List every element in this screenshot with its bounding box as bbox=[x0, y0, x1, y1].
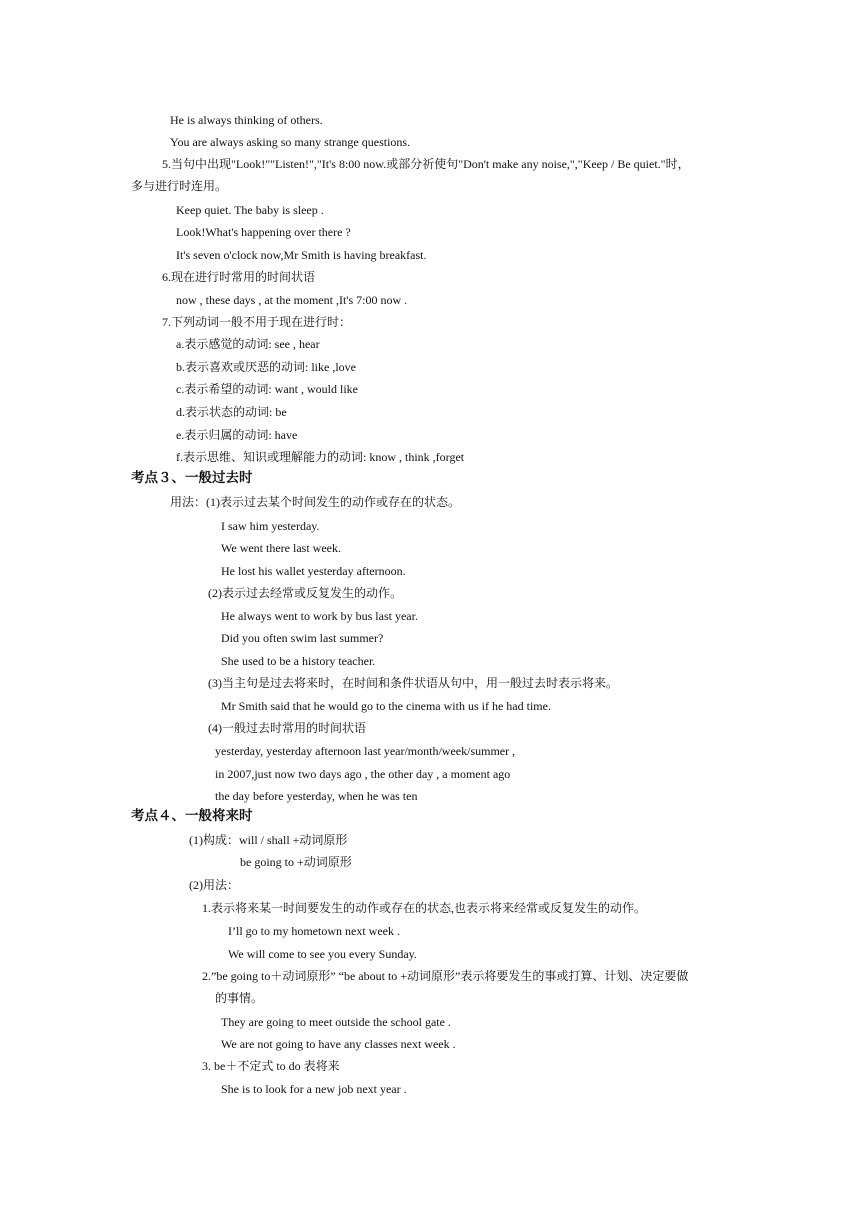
text-line: (1)构成：will / shall +动词原形 bbox=[189, 833, 348, 847]
text-line: We are not going to have any classes next week . bbox=[221, 1037, 456, 1051]
text-line: We will come to see you every Sunday. bbox=[228, 947, 417, 961]
text-line: He is always thinking of others. bbox=[170, 113, 323, 127]
text-line: now , these days , at the moment ,It's 7:00 now . bbox=[176, 293, 408, 307]
text-line: You are always asking so many strange questions. bbox=[170, 135, 411, 149]
text-line: in 2007,just now two days ago , the other day , a moment ago bbox=[215, 767, 511, 781]
text-line: (3)当主句是过去将来时，在时间和条件状语从句中，用一般过去时表示将来。 bbox=[208, 676, 618, 690]
text-line: 的事情。 bbox=[215, 991, 264, 1005]
text-line: He lost his wallet yesterday afternoon. bbox=[221, 564, 406, 578]
text-line: be going to +动词原形 bbox=[240, 855, 352, 869]
text-line: I saw him yesterday. bbox=[221, 519, 320, 533]
text-line: 1.表示将来某一时间要发生的动作或存在的状态,也表示将来经常或反复发生的动作。 bbox=[202, 901, 647, 915]
text-line: I’ll go to my hometown next week . bbox=[228, 924, 400, 938]
text-line: f.表示思维、知识或理解能力的动词: know , think ,forget bbox=[176, 450, 465, 464]
text-line: b.表示喜欢或厌恶的动词: like ,love bbox=[176, 360, 356, 374]
text-line: 多与进行时连用。 bbox=[131, 179, 228, 193]
text-line: the day before yesterday, when he was ten bbox=[215, 789, 418, 803]
text-line: It's seven o'clock now,Mr Smith is having breakfast. bbox=[176, 248, 427, 262]
text-line: Mr Smith said that he would go to the cinema with us if he had time. bbox=[221, 699, 551, 713]
text-line: 6.现在进行时常用的时间状语 bbox=[162, 270, 316, 284]
text-line: (2)表示过去经常或反复发生的动作。 bbox=[208, 586, 402, 600]
text-line: e.表示归属的动词: have bbox=[176, 428, 298, 442]
text-line: We went there last week. bbox=[221, 541, 341, 555]
text-line: Look!What's happening over there ? bbox=[176, 225, 351, 239]
text-line: She used to be a history teacher. bbox=[221, 654, 376, 668]
section-heading: 考点４、一般将来时 bbox=[131, 808, 253, 823]
text-line: a.表示感觉的动词: see , hear bbox=[176, 337, 320, 351]
text-line: They are going to meet outside the school gate . bbox=[221, 1015, 451, 1029]
text-line: He always went to work by bus last year. bbox=[221, 609, 418, 623]
text-line: (4)一般过去时常用的时间状语 bbox=[208, 721, 366, 735]
text-line: d.表示状态的动词: be bbox=[176, 405, 287, 419]
text-line: yesterday, yesterday afternoon last year/month/week/summer , bbox=[215, 744, 516, 758]
text-line: 7.下列动词一般不用于现在进行时： bbox=[162, 315, 352, 329]
text-line: 5.当句中出现"Look!""Listen!","It's 8:00 now.或部分祈使句"Don't make any noise,","Keep / Be quiet."时， bbox=[162, 157, 690, 171]
text-line: She is to look for a new job next year . bbox=[221, 1082, 407, 1096]
text-line: c.表示希望的动词: want , would like bbox=[176, 382, 358, 396]
text-line: Did you often swim last summer? bbox=[221, 631, 384, 645]
section-heading: 考点３、一般过去时 bbox=[131, 470, 253, 485]
text-line: 用法：(1)表示过去某个时间发生的动作或存在的状态。 bbox=[170, 495, 460, 509]
text-line: 2.”be going to＋动词原形” “be about to +动词原形”表示将要发生的事或打算、计划、决定要做 bbox=[202, 969, 689, 983]
text-line: (2)用法： bbox=[189, 878, 239, 892]
text-line: Keep quiet. The baby is sleep . bbox=[176, 203, 324, 217]
text-line: 3. be＋不定式 to do 表将来 bbox=[202, 1059, 340, 1073]
